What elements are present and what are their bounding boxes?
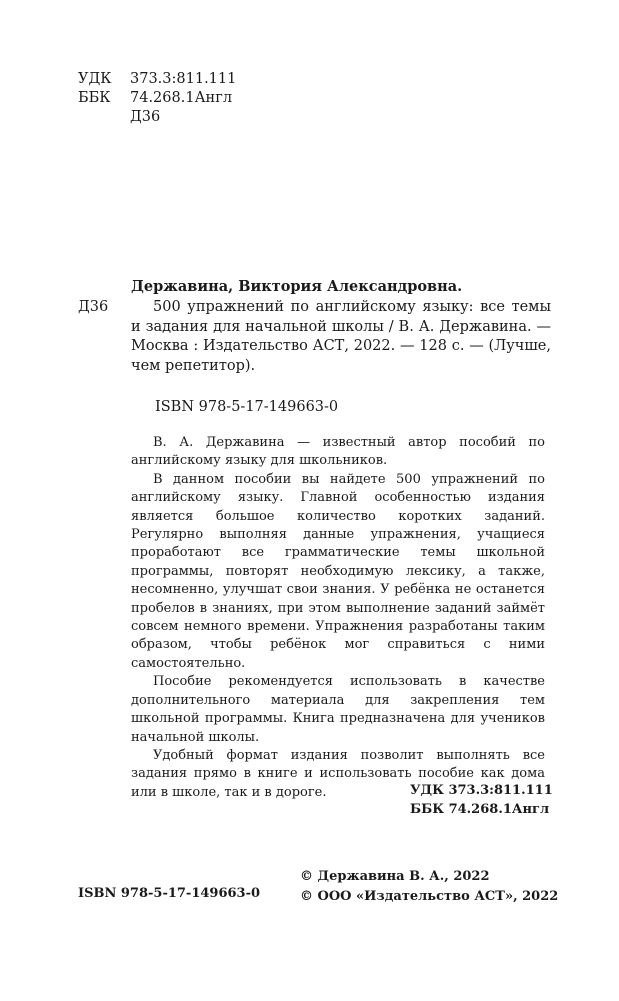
catalog-description-block <box>131 298 551 376</box>
classification-codes <box>78 70 236 127</box>
copyright-publisher: © ООО «Издательство АСТ», 2022 <box>300 888 559 904</box>
udk-value: 373.3:811.111 <box>130 71 237 87</box>
bbk-row <box>78 89 236 108</box>
catalog-author: Державина, Виктория Александровна. <box>131 278 463 295</box>
author-mark: Д36 <box>130 109 161 125</box>
footer-isbn: ISBN 978-5-17-149663-0 <box>78 886 261 901</box>
footer-codes <box>410 781 553 819</box>
bbk-label: ББК <box>78 90 111 106</box>
annotation <box>131 434 545 802</box>
footer-udk: УДК 373.3:811.111 <box>410 783 553 798</box>
catalog-description: 500 упражнений по английскому языку: все темы и задания для начальной школы / В. А. Державина. — Москва : Издательство АСТ, 2022. — 128 с. — (Лучше, чем репетитор). <box>131 299 551 374</box>
annotation-paragraph: Удобный формат издания позволит выполнять все задания прямо в книге и использовать пособие как дома или в школе, так и в дороге. <box>131 747 545 800</box>
udk-row <box>78 70 236 89</box>
annotation-paragraph: В данном пособии вы найдете 500 упражнений по английскому языку. Главной особенностью издания является большое количество коротких заданий. Регулярно выполняя данные упражнения, учащиеся проработают все грамматические темы школьной программы, повторят необходимую лексику, а также, несомненно, улучшат свои знания. У ребёнка не останется пробелов в знаниях, при этом выполнение заданий займёт совсем немного времени. Упражнения разработаны таким образом, чтобы ребёнок мог справиться с ними самостоятельно. <box>131 471 545 671</box>
copyright-block <box>300 867 558 906</box>
annotation-paragraph: В. А. Державина — известный автор пособий по английскому языку для школьников. <box>131 435 545 469</box>
footer-bbk: ББК 74.268.1Англ <box>410 802 550 817</box>
annotation-paragraph: Пособие рекомендуется использовать в качестве дополнительного материала для закрепления тем школьной программы. Книга предназначена для учеников начальной школы. <box>131 674 545 745</box>
catalog-isbn: ISBN 978-5-17-149663-0 <box>155 399 339 415</box>
udk-label: УДК <box>78 71 112 87</box>
bbk-value: 74.268.1Англ <box>130 90 233 106</box>
copyright-author: © Державина В. А., 2022 <box>300 869 490 884</box>
catalog-mark: Д36 <box>78 299 109 315</box>
